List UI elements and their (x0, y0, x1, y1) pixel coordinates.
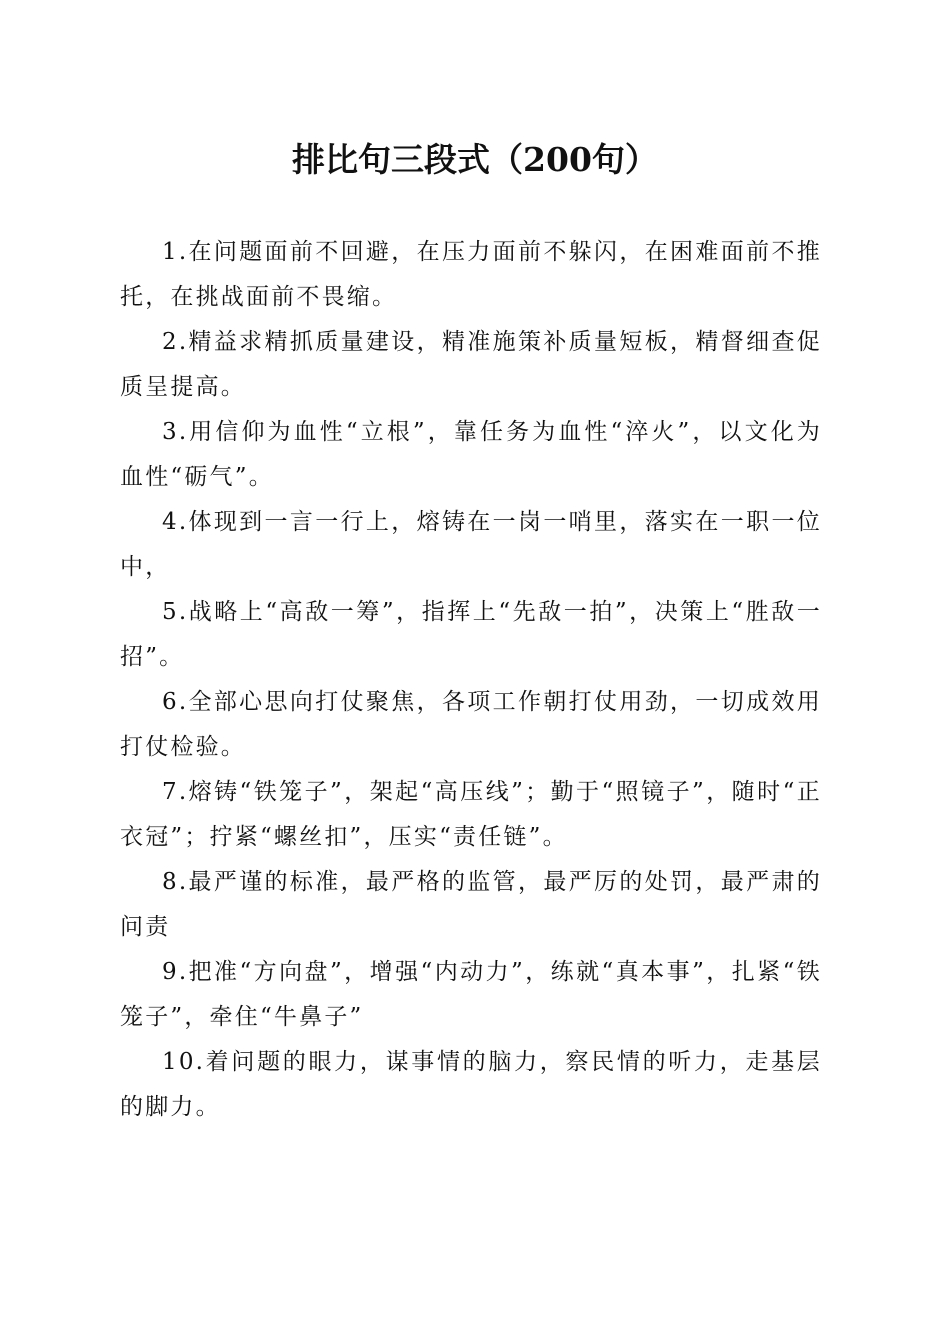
list-item: 1.在问题面前不回避，在压力面前不躲闪，在困难面前不推托，在挑战面前不畏缩。 (120, 239, 822, 310)
list-item: 3.用信仰为血性“立根”，靠任务为血性“淬火”，以文化为血性“砺气”。 (120, 419, 822, 490)
list-item: 5.战略上“高敌一筹”，指挥上“先敌一拍”，决策上“胜敌一招”。 (120, 599, 822, 670)
list-item: 7.熔铸“铁笼子”，架起“高压线”；勤于“照镜子”，随时“正衣冠”；拧紧“螺丝扣”，压实“责任链”。 (120, 779, 822, 850)
list-item: 9.把准“方向盘”，增强“内动力”，练就“真本事”，扎紧“铁笼子”，牵住“牛鼻子” (120, 959, 822, 1030)
list-item: 6.全部心思向打仗聚焦，各项工作朝打仗用劲，一切成效用打仗检验。 (120, 689, 822, 760)
list-item: 8.最严谨的标准，最严格的监管，最严厉的处罚，最严肃的问责 (120, 869, 822, 940)
list-item: 10.着问题的眼力，谋事情的脑力，察民情的听力，走基层的脚力。 (120, 1049, 822, 1120)
document-title: 排比句三段式（200句） (292, 140, 658, 179)
list-item: 4.体现到一言一行上，熔铸在一岗一哨里，落实在一职一位中， (120, 509, 822, 580)
list-item: 2.精益求精抓质量建设，精准施策补质量短板，精督细查促质呈提高。 (120, 329, 822, 400)
sentence-list (120, 230, 822, 1130)
